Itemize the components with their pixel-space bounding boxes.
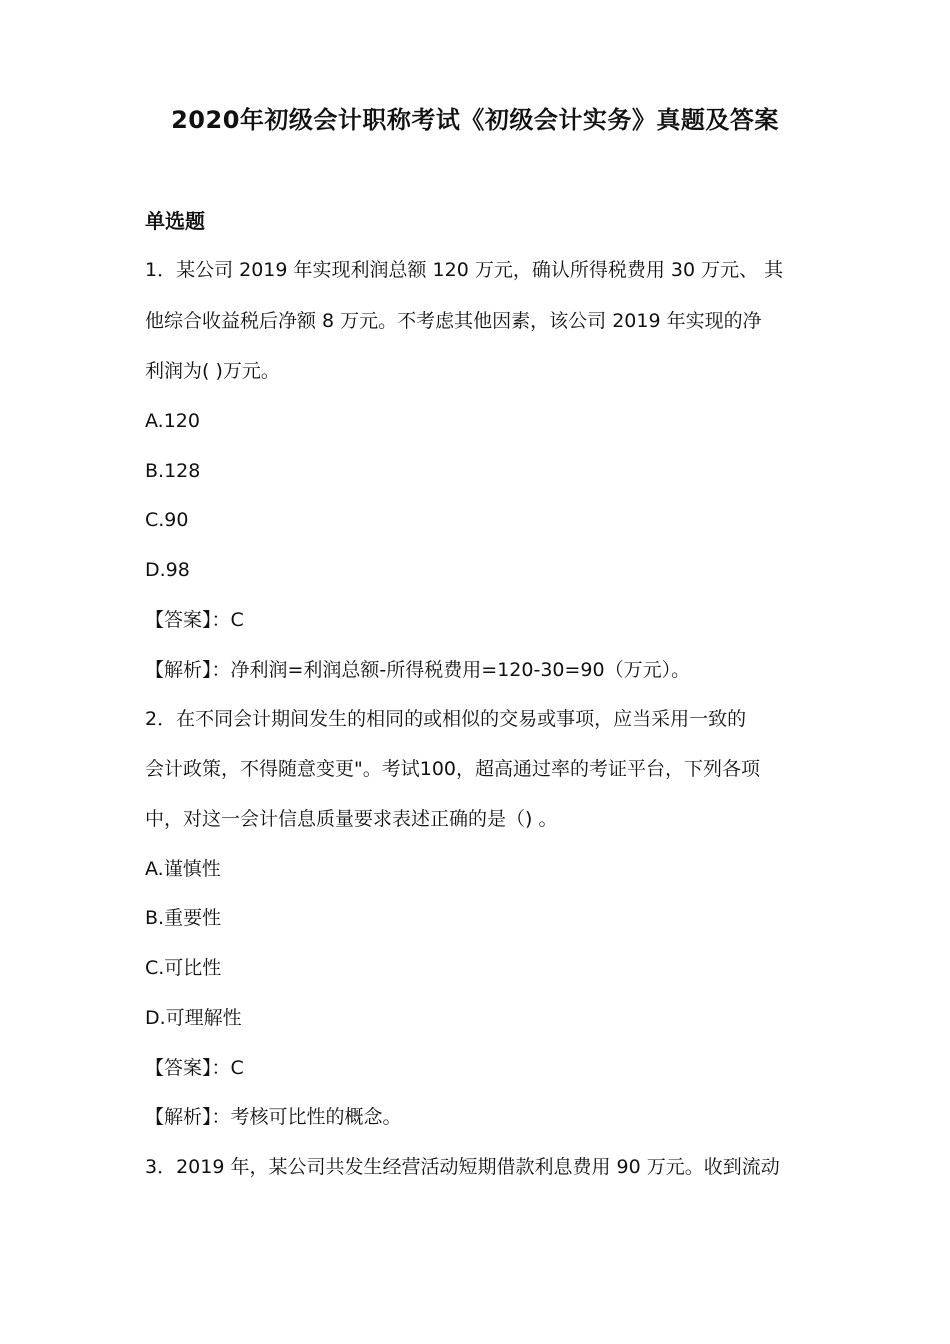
text-line: 1．某公司 2019 年实现利润总额 120 万元，确认所得税费用 30 万元、 其 bbox=[145, 259, 784, 281]
text-line: 2．在不同会计期间发生的相同的或相似的交易或事项，应当采用一致的 bbox=[145, 708, 747, 730]
option-line: C.90 bbox=[145, 509, 189, 531]
text-line: 他综合收益税后净额 8 万元。不考虑其他因素，该公司 2019 年实现的净 bbox=[145, 310, 762, 332]
option-line: A.120 bbox=[145, 410, 200, 432]
text-line: 中，对这一会计信息质量要求表述正确的是（) 。 bbox=[145, 808, 558, 830]
option-line: B.重要性 bbox=[145, 907, 222, 929]
text-line: 会计政策，不得随意变更"。考试100，超高通过率的考证平台，下列各项 bbox=[145, 758, 761, 780]
text-line: 利润为( )万元。 bbox=[145, 360, 280, 382]
option-line: D.可理解性 bbox=[145, 1007, 242, 1029]
option-line: D.98 bbox=[145, 559, 190, 581]
text-line: 3．2019 年，某公司共发生经营活动短期借款利息费用 90 万元。收到流动 bbox=[145, 1156, 780, 1178]
option-line: C.可比性 bbox=[145, 957, 222, 979]
explanation-line: 【解析】：考核可比性的概念。 bbox=[145, 1106, 402, 1128]
answer-line: 【答案】：C bbox=[145, 1057, 244, 1079]
explanation-line: 【解析】：净利润=利润总额-所得税费用=120-30=90（万元）。 bbox=[145, 659, 691, 681]
option-line: B.128 bbox=[145, 460, 201, 482]
section-heading: 单选题 bbox=[145, 209, 205, 233]
option-line: A.谨慎性 bbox=[145, 858, 221, 880]
document-title: 2020年初级会计职称考试《初级会计实务》真题及答案 bbox=[171, 106, 779, 134]
answer-line: 【答案】：C bbox=[145, 609, 244, 631]
